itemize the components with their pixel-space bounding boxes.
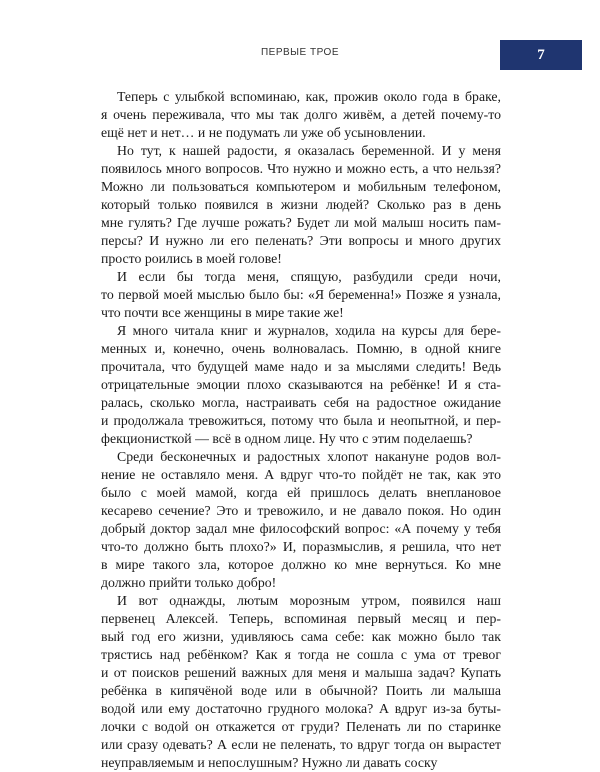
text-line: Но тут, к нашей радости, я оказалась беременной. И у меня	[117, 143, 501, 158]
text-line: И вот однажды, лютым морозным утром, появился наш	[117, 593, 501, 608]
body-text	[101, 88, 501, 772]
paragraph	[101, 592, 501, 772]
text-line: вый год его жизни, удивляюсь сама себе: как можно было так	[101, 629, 501, 644]
paragraph	[101, 448, 501, 592]
text-line: неуправляемым и непослушным? Нужно ли давать соску	[101, 755, 438, 770]
text-line: мне гулять? Где лучше рожать? Будет ли мой малыш носить пам-	[101, 215, 501, 230]
text-line: водой или ему достаточно грудного молока? А вдруг из-за буты-	[101, 701, 501, 716]
text-line: Можно ли пользоваться компьютером и мобильным телефоном,	[101, 179, 501, 194]
text-line: я очень переживала, что мы так долго живём, а детей почему-то	[101, 107, 501, 122]
text-line: фекционисткой — всё в одном лице. Ну что с этим поделаешь?	[101, 431, 473, 446]
paragraph	[101, 88, 501, 142]
text-line: и продолжала тревожиться, потому что была и неопытной, и пер-	[101, 413, 501, 428]
text-line: то первой моей мыслью было бы: «Я беременна!» Позже я узнала,	[101, 287, 501, 302]
text-line: Теперь с улыбкой вспоминаю, как, прожив около года в браке,	[117, 89, 501, 104]
text-line: просто роились в моей голове!	[101, 251, 282, 266]
text-line: менных и, конечно, очень волновалась. Помню, в одной книге	[101, 341, 501, 356]
paragraph	[101, 268, 501, 322]
text-line: ребёнка в кипячёной воде или в обычной? Поить ли малыша	[101, 683, 501, 698]
text-line: или сразу одевать? А если не пеленать, то вдруг тогда он вырастет	[101, 737, 501, 752]
text-line: добрый доктор задал мне философский вопрос: «А почему у тебя	[101, 521, 501, 536]
text-line: который только появился в жизни людей? Сколько раз в день	[101, 197, 501, 212]
text-line: Я много читала книг и журналов, ходила на курсы для бере-	[117, 323, 501, 338]
text-line: ещё нет и нет… и не подумать ли уже об усыновлении.	[101, 125, 426, 140]
running-head-title: ПЕРВЫЕ ТРОЕ	[260, 47, 339, 58]
paragraph	[101, 322, 501, 448]
text-line: Среди бесконечных и радостных хлопот накануне родов вол-	[117, 449, 501, 464]
text-line: И если бы тогда меня, спящую, разбудили среди ночи,	[117, 269, 501, 284]
text-line: лочки с водой он откажется от груди? Пеленать ли по старинке	[101, 719, 501, 734]
text-line: трястись над ребёнком? Как я тогда не сошла с ума от тревог	[101, 647, 501, 662]
text-line: персы? И нужно ли его пеленать? Эти вопросы и много других	[101, 233, 501, 248]
text-line: нение не оставляло меня. А вдруг что-то пойдёт не так, как это	[101, 467, 501, 482]
text-line: кесарево сечение? Это и тревожило, и не давало покоя. Но один	[101, 503, 501, 518]
paragraph	[101, 142, 501, 268]
text-line: что почти все женщины в мире такие же!	[101, 305, 344, 320]
text-line: отрицательные эмоции плохо сказываются на ребёнке! И я ста-	[101, 377, 501, 392]
text-line: и от поисков решений важных для меня и малыша задач? Купать	[101, 665, 501, 680]
text-line: ралась, сколько могла, настраивать себя на радостное ожидание	[101, 395, 501, 410]
text-line: появилось много вопросов. Что нужно и можно есть, а что нельзя?	[101, 161, 501, 176]
page-number: 7	[500, 40, 582, 70]
text-line: было с моей мамой, когда ей пришлось делать внеплановое	[101, 485, 501, 500]
text-line: что-то должно быть плохо?» И, поразмыслив, я решила, что нет	[101, 539, 501, 554]
text-line: прочитала, что будущей маме надо и за мыслями следить! Ведь	[101, 359, 501, 374]
text-line: в мире такого зла, которое должно ко мне вернуться. Ко мне	[101, 557, 501, 572]
text-line: первенец Алексей. Теперь, вспоминая первый месяц и пер-	[101, 611, 501, 626]
text-line: должно прийти только добро!	[101, 575, 277, 590]
